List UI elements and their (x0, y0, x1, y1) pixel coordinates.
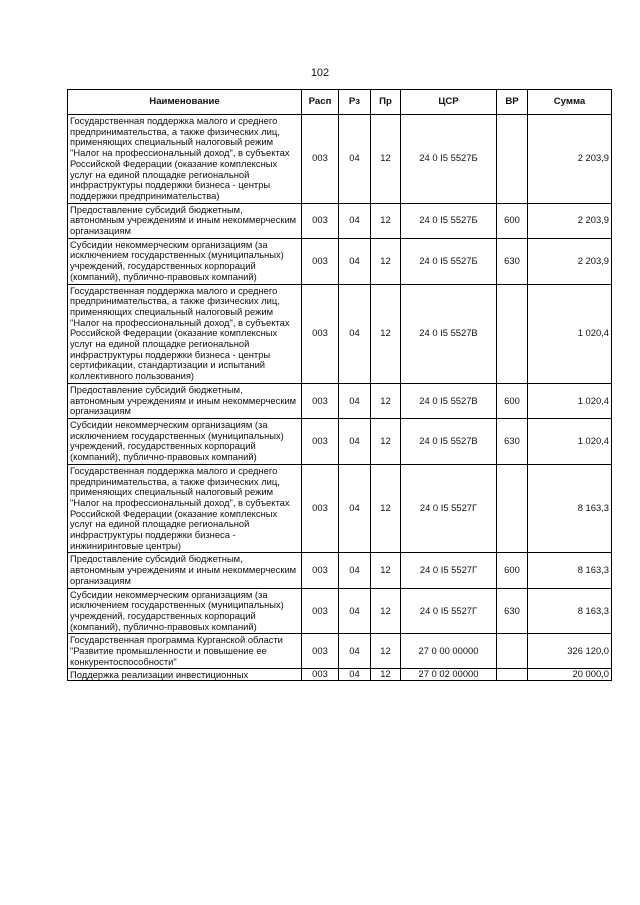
row-name: Государственная поддержка малого и среднего предпринимательства, а также физических лиц, применяющих специальный налоговый режим "Налог на профессиональный доход", в субъектах Российской Федерации (оказание комплексных услуг на единой площадке региональной инфраструктуры поддержки бизнеса - инжиниринговые центры) (68, 464, 302, 553)
row-sum: 8 163,3 (528, 588, 612, 634)
row-sum: 8 163,3 (528, 553, 612, 588)
row-rz: 04 (339, 418, 371, 464)
row-rz: 04 (339, 238, 371, 284)
header-row (68, 90, 612, 115)
table-row (68, 203, 612, 238)
table-row (68, 669, 612, 681)
header-rasp: Расп (302, 90, 339, 115)
table-row (68, 284, 612, 383)
row-rasp: 003 (302, 669, 339, 681)
row-sum: 1 020,4 (528, 284, 612, 383)
row-name: Поддержка реализации инвестиционных (68, 669, 302, 681)
row-pr: 12 (371, 284, 401, 383)
table-row (68, 238, 612, 284)
row-csr: 24 0 I5 5527Б (401, 203, 497, 238)
header-name: Наименование (68, 90, 302, 115)
table-row (68, 418, 612, 464)
row-pr: 12 (371, 238, 401, 284)
row-rz: 04 (339, 383, 371, 418)
row-name: Государственная поддержка малого и среднего предпринимательства, а также физических лиц, применяющих специальный налоговый режим "Налог на профессиональный доход", в субъектах Российской Федерации (оказание комплексных услуг на единой площадке региональной инфраструктуры поддержки бизнеса - центры поддержки предпринимательства) (68, 115, 302, 204)
row-vr (497, 669, 528, 681)
row-sum: 8 163,3 (528, 464, 612, 553)
row-sum: 326 120,0 (528, 634, 612, 669)
header-vr: ВР (497, 90, 528, 115)
row-csr: 24 0 I5 5527Г (401, 464, 497, 553)
row-rasp: 003 (302, 238, 339, 284)
row-csr: 24 0 I5 5527Б (401, 115, 497, 204)
row-name: Предоставление субсидий бюджетным, автономным учреждениям и иным некоммерческим организациям (68, 383, 302, 418)
row-rasp: 003 (302, 418, 339, 464)
row-vr: 630 (497, 238, 528, 284)
row-pr: 12 (371, 553, 401, 588)
row-name: Государственная поддержка малого и среднего предпринимательства, а также физических лиц, применяющих специальный налоговый режим "Налог на профессиональный доход", в субъектах Российской Федерации (оказание комплексных услуг на единой площадке региональной инфраструктуры поддержки бизнеса - центры сертификации, стандартизации и испытаний коллективного пользования) (68, 284, 302, 383)
row-name: Государственная программа Курганской области "Развитие промышленности и повышение ее конкурентоспособности" (68, 634, 302, 669)
row-vr: 600 (497, 553, 528, 588)
table-row (68, 115, 612, 204)
row-vr (497, 115, 528, 204)
table-row (68, 553, 612, 588)
row-rz: 04 (339, 115, 371, 204)
row-pr: 12 (371, 115, 401, 204)
row-rasp: 003 (302, 553, 339, 588)
table-row (68, 588, 612, 634)
row-sum: 2 203,9 (528, 203, 612, 238)
row-rz: 04 (339, 284, 371, 383)
row-name: Предоставление субсидий бюджетным, автономным учреждениям и иным некоммерческим организациям (68, 203, 302, 238)
row-csr: 27 0 02 00000 (401, 669, 497, 681)
row-vr: 600 (497, 383, 528, 418)
row-rz: 04 (339, 634, 371, 669)
row-vr (497, 464, 528, 553)
row-rz: 04 (339, 588, 371, 634)
row-sum: 20 000,0 (528, 669, 612, 681)
table-row (68, 383, 612, 418)
row-name: Субсидии некоммерческим организациям (за исключением государственных (муниципальных) учреждений, государственных корпораций (компаний), публично-правовых компаний) (68, 418, 302, 464)
row-rasp: 003 (302, 634, 339, 669)
row-csr: 24 0 I5 5527Г (401, 588, 497, 634)
table-row (68, 464, 612, 553)
row-rz: 04 (339, 464, 371, 553)
row-vr (497, 284, 528, 383)
header-csr: ЦСР (401, 90, 497, 115)
header-sum: Сумма (528, 90, 612, 115)
row-name: Предоставление субсидий бюджетным, автономным учреждениям и иным некоммерческим организациям (68, 553, 302, 588)
row-vr: 630 (497, 418, 528, 464)
row-rasp: 003 (302, 284, 339, 383)
header-rz: Рз (339, 90, 371, 115)
row-rz: 04 (339, 553, 371, 588)
row-rasp: 003 (302, 383, 339, 418)
row-pr: 12 (371, 418, 401, 464)
table-row (68, 634, 612, 669)
row-rz: 04 (339, 669, 371, 681)
row-rasp: 003 (302, 115, 339, 204)
row-sum: 2 203,9 (528, 238, 612, 284)
row-name: Субсидии некоммерческим организациям (за исключением государственных (муниципальных) учреждений, государственных корпораций (компаний), публично-правовых компаний) (68, 238, 302, 284)
page-number: 102 (310, 67, 330, 79)
row-vr: 600 (497, 203, 528, 238)
row-pr: 12 (371, 203, 401, 238)
header-pr: Пр (371, 90, 401, 115)
row-rasp: 003 (302, 588, 339, 634)
row-vr (497, 634, 528, 669)
row-pr: 12 (371, 634, 401, 669)
row-csr: 24 0 I5 5527В (401, 284, 497, 383)
row-pr: 12 (371, 669, 401, 681)
row-rasp: 003 (302, 203, 339, 238)
row-vr: 630 (497, 588, 528, 634)
row-rasp: 003 (302, 464, 339, 553)
row-pr: 12 (371, 588, 401, 634)
row-csr: 24 0 I5 5527В (401, 383, 497, 418)
row-name: Субсидии некоммерческим организациям (за исключением государственных (муниципальных) учреждений, государственных корпораций (компаний), публично-правовых компаний) (68, 588, 302, 634)
row-rz: 04 (339, 203, 371, 238)
row-pr: 12 (371, 383, 401, 418)
row-sum: 1 020,4 (528, 418, 612, 464)
row-sum: 2 203,9 (528, 115, 612, 204)
budget-table (67, 89, 612, 681)
row-pr: 12 (371, 464, 401, 553)
row-csr: 24 0 I5 5527В (401, 418, 497, 464)
row-csr: 27 0 00 00000 (401, 634, 497, 669)
row-csr: 24 0 I5 5527Б (401, 238, 497, 284)
row-csr: 24 0 I5 5527Г (401, 553, 497, 588)
row-sum: 1 020,4 (528, 383, 612, 418)
